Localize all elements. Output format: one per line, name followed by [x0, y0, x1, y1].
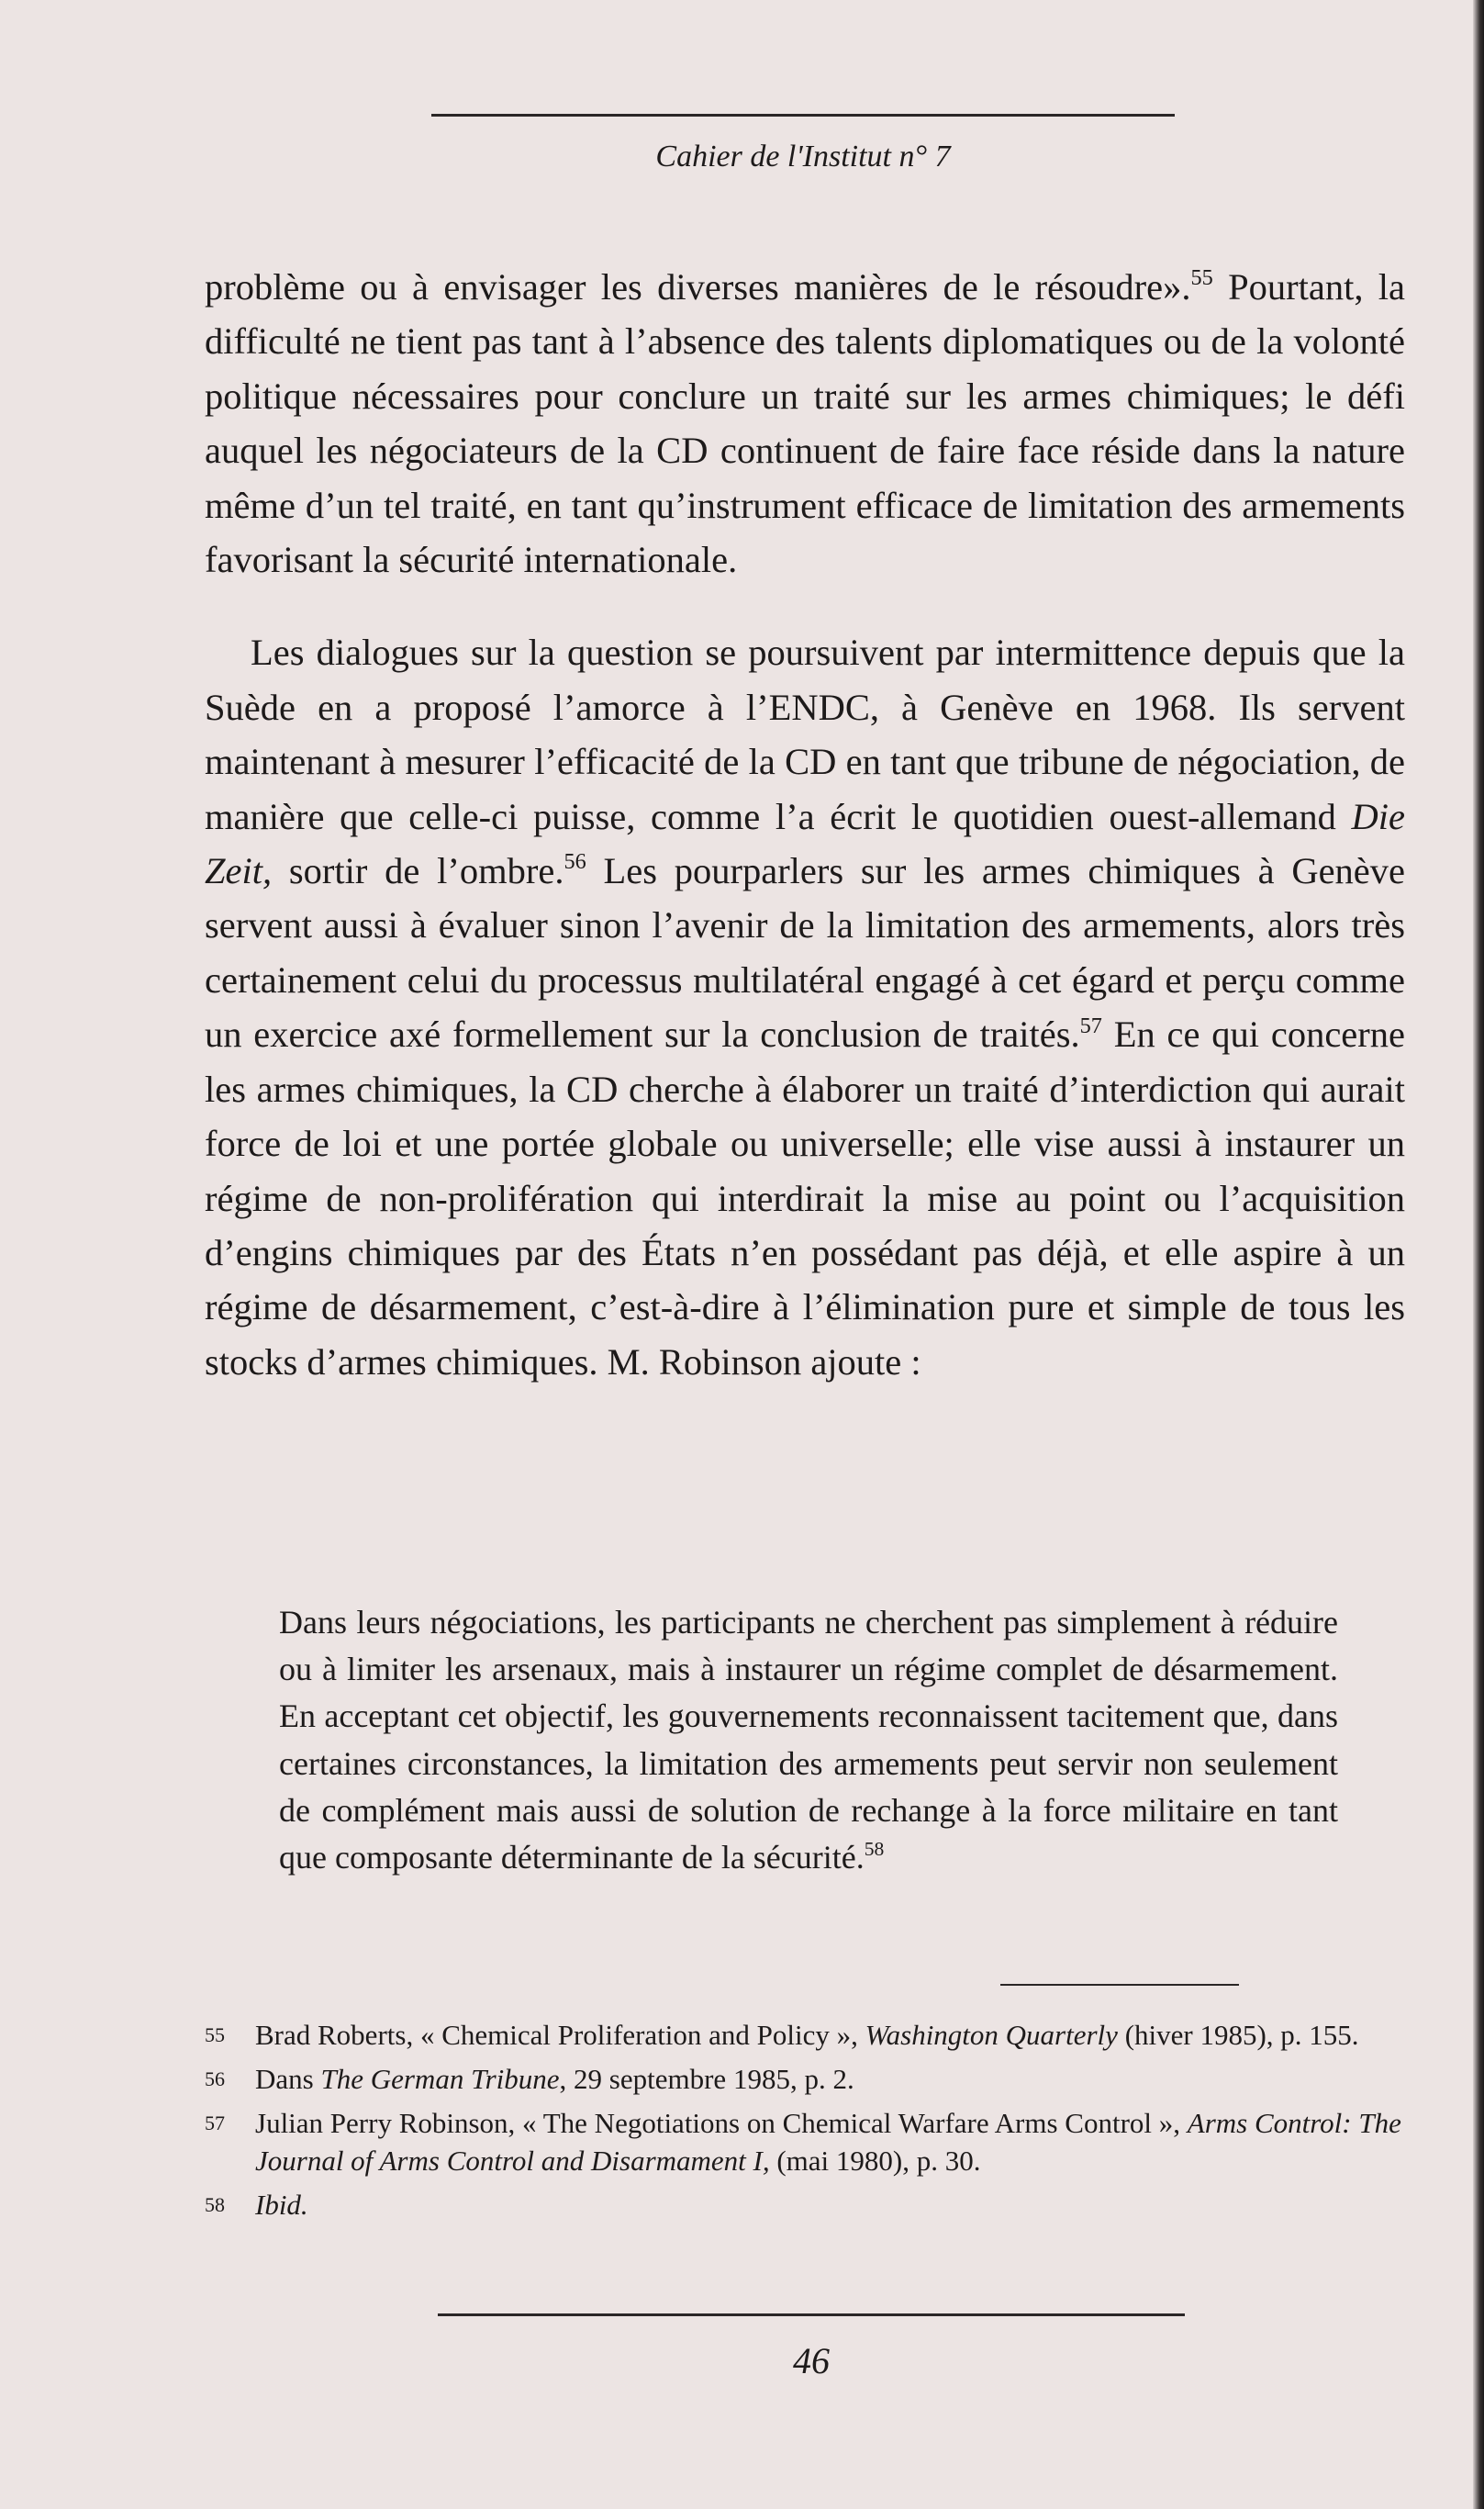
footnote-number: 56 — [205, 2067, 225, 2090]
footnote-text: Julian Perry Robinson, « The Negotiations on Chemical Warfare Arms Control », — [255, 2107, 1188, 2139]
footnote-text: (mai 1980), p. 30. — [769, 2145, 981, 2177]
footnote-58 — [205, 2186, 1416, 2223]
paragraph-2-text-b: sortir de l’ombre. — [272, 850, 564, 892]
paragraph-2-text-d: En ce qui concerne les armes chimiques, la CD cherche à élaborer un traité d’interdiction qui aurait force de loi et une portée globale ou universelle; elle vise aussi à instaurer un régime de non-prolifération qui interdirait la mise au point ou l’acquisition d’engins chimiques par des États n’en possédant pas déjà, et elle aspire à un régime de désarmement, c’est-à-dire à l’élimination pure et simple de tous les stocks d’armes chimiques. M. Robinson ajoute : — [205, 1014, 1405, 1383]
footnote-rule — [1000, 1984, 1239, 1986]
block-quote — [279, 1599, 1338, 1881]
page-binding-edge — [1473, 0, 1484, 2509]
footnote-57 — [205, 2104, 1416, 2179]
running-head: Cahier de l'Institut n° 7 — [655, 140, 951, 174]
footnote-ref-58[interactable]: 58 — [864, 1837, 885, 1860]
paragraph-1 — [205, 260, 1405, 587]
paragraph-1-text-b: Pourtant, la difficulté ne tient pas tant à l’absence des talents diplomatiques ou de la volonté politique nécessaires pour conclure un traité sur les armes chimiques; le défi auquel les négociateurs de la CD continuent de faire face réside dans la nature même d’un tel traité, en tant qu’instrument efficace de limitation des armements favorisant la sécurité internationale. — [205, 266, 1405, 581]
footnote-number: 57 — [205, 2111, 225, 2134]
paragraph-2-text-a: Les dialogues sur la question se poursuivent par intermittence depuis que la Suède en a proposé l’amorce à l’ENDC, à Genève en 1968. Ils servent maintenant à mesurer l’efficacité de la CD en tant que tribune de négociation, de manière que celle-ci puisse, comme l’a écrit le quotidien ouest-allemand — [205, 632, 1405, 837]
footnote-ref-56[interactable]: 56 — [563, 849, 586, 875]
footnotes — [205, 2016, 1416, 2230]
footnote-journal-title: The German Tribune — [320, 2063, 560, 2095]
paragraph-2 — [205, 625, 1405, 1389]
paragraph-1-text-a: problème ou à envisager les diverses manières de le résoudre». — [205, 266, 1191, 308]
footnote-journal-title: Washington Quarterly — [865, 2019, 1118, 2051]
footnote-number: 58 — [205, 2193, 225, 2216]
footnote-55 — [205, 2016, 1416, 2054]
footnote-number: 55 — [205, 2023, 225, 2046]
footnote-text: Brad Roberts, « Chemical Proliferation and Policy », — [255, 2019, 865, 2051]
footer-rule — [438, 2313, 1185, 2316]
footnote-text: , 29 septembre 1985, p. 2. — [559, 2063, 854, 2095]
footnote-text: (hiver 1985), p. 155. — [1117, 2019, 1359, 2051]
page-number: 46 — [793, 2340, 830, 2381]
footnote-56 — [205, 2060, 1416, 2098]
body-text — [205, 260, 1405, 1389]
footnote-ref-55[interactable]: 55 — [1190, 265, 1213, 291]
paragraph-2-newspaper-title: Die Zeit, — [205, 795, 1405, 892]
header-rule — [431, 114, 1175, 117]
footnote-ref-57[interactable]: 57 — [1079, 1013, 1102, 1038]
footnote-text: Dans — [255, 2063, 321, 2095]
footnote-ibid: Ibid. — [255, 2189, 308, 2221]
block-quote-text: Dans leurs négociations, les participants ne cherchent pas simplement à réduire ou à limiter les arsenaux, mais à instaurer un régime complet de désarmement. En acceptant cet objectif, les gouvernements reconnaissent tacitement que, dans certaines circonstances, la limitation des armements peut servir non seulement de complément mais aussi de solution de rechange à la force militaire en tant que composante déterminante de la sécurité. — [279, 1604, 1338, 1876]
footnote-journal-title: Arms Control: The Journal of Arms Control and Disarmament I, — [255, 2107, 1401, 2177]
paragraph-2-text-c: Les pourparlers sur les armes chimiques à Genève servent aussi à évaluer sinon l’avenir de la limitation des armements, alors très certainement celui du processus multilatéral engagé à cet égard et perçu comme un exercice axé formellement sur la conclusion de traités. — [205, 850, 1405, 1056]
